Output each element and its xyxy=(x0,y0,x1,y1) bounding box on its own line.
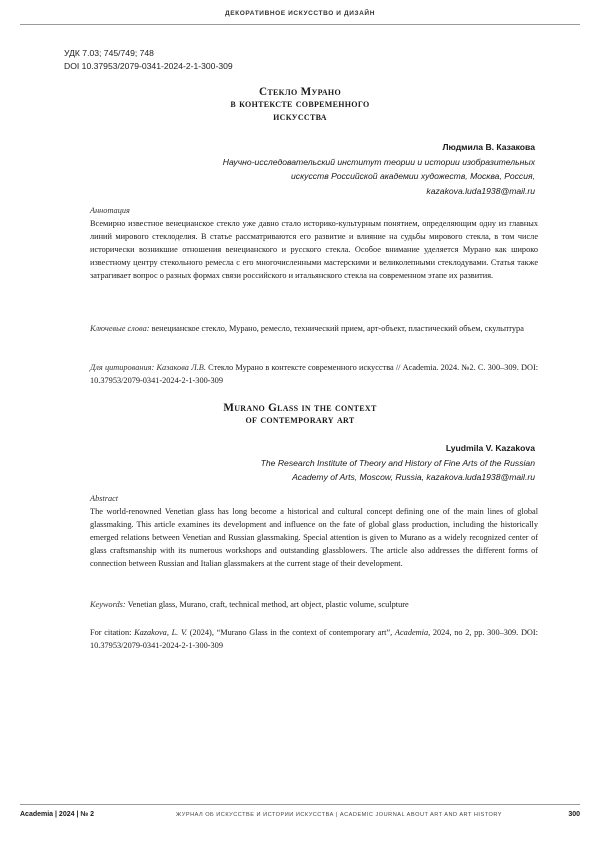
title-ru-line-3: искусства xyxy=(273,110,327,123)
citation-mid-en: (2024), “Murano Glass in the context of contemporary art”, xyxy=(189,628,393,637)
title-ru-line-1: Стекло Мурано xyxy=(259,86,341,98)
article-title-ru xyxy=(90,86,510,123)
title-ru-line-2: в контексте современного xyxy=(230,98,370,111)
abstract-ru xyxy=(90,205,538,282)
citation-ru xyxy=(90,362,538,388)
affiliation-en-line-1: The Research Institute of Theory and History of Fine Arts of the Russian xyxy=(260,458,535,469)
journal-section-header: ДЕКОРАТИВНОЕ ИСКУССТВО И ДИЗАЙН xyxy=(225,10,375,17)
citation-en xyxy=(90,627,538,653)
abstract-text-ru: Всемирно известное венецианское стекло уже давно стало историко-культурным понятием, определяющим одну из главных линий мирового стеклоделия. В статье рассматриваются его развитие и влияние на судьбы мирового стекла, в том числе исторически возникшие отношения венецианского и русского стекла. Особое внимание уделяется Мурано как широко известному центру стекольного ремесла с его многочисленными мастерскими и великолепными стеклодувами. Статья также затрагивает вопрос о разных формах связи российского и итальянского стекла на современном этапе их развития. xyxy=(90,218,538,280)
keywords-ru xyxy=(90,323,538,336)
header-divider xyxy=(20,24,580,25)
footer-journal-issue: Academia | 2024 | № 2 xyxy=(20,811,94,818)
keywords-text-ru: венецианское стекло, Мурано, ремесло, технический прием, арт-объект, пластический объем, скульптура xyxy=(151,324,524,333)
affiliation-en-line-2: Academy of Arts, Moscow, Russia, kazakova.luda1938@mail.ru xyxy=(292,472,535,483)
citation-end-en: , 2024, no 2, pp. 300–309. DOI: 10.37953/2079-0341-2024-2-1-300-309 xyxy=(90,628,538,650)
keywords-label-ru: Ключевые слова: xyxy=(90,324,150,333)
abstract-label-en: Abstract xyxy=(90,494,119,503)
keywords-label-en: Keywords: xyxy=(90,600,126,609)
author-email-ru[interactable]: kazakova.luda1938@mail.ru xyxy=(426,185,535,196)
page-number: 300 xyxy=(568,811,580,818)
doi[interactable]: DOI 10.37953/2079-0341-2024-2-1-300-309 xyxy=(64,60,233,71)
citation-author-en: Kazakova, L. V. xyxy=(134,628,188,637)
article-identifiers xyxy=(64,47,233,72)
footer-journal-name: ЖУРНАЛ ОБ ИСКУССТВЕ И ИСТОРИИ ИСКУССТВА | ACADEMIC JOURNAL ABOUT ART AND ART HISTORY xyxy=(176,812,503,818)
author-name-en: Lyudmila V. Kazakova xyxy=(445,443,535,453)
footer-divider xyxy=(20,804,580,805)
citation-journal-en: Academia xyxy=(394,628,429,637)
affiliation-ru-line-2: искусств Российской академии художеств, Москва, Россия, xyxy=(291,171,535,182)
citation-author-ru: Казакова Л.В. xyxy=(156,363,206,372)
author-name-ru: Людмила В. Казакова xyxy=(442,142,535,152)
keywords-text-en: Venetian glass, Murano, craft, technical method, art object, plastic volume, sculpture xyxy=(127,600,409,609)
citation-label-en: For citation: xyxy=(90,628,132,637)
abstract-en xyxy=(90,493,538,570)
udc-code: УДК 7.03; 745/749; 748 xyxy=(64,48,154,58)
author-block-ru xyxy=(155,140,535,198)
citation-text-ru: Стекло Мурано в контексте современного искусства // Academia. 2024. №2. С. 300–309. DOI: 10.37953/2079-0341-2024-2-1-300-309 xyxy=(90,363,539,385)
keywords-en xyxy=(90,599,538,612)
article-title-en xyxy=(90,402,510,427)
affiliation-ru-line-1: Научно-исследовательский институт теории и истории изобразительных xyxy=(222,157,535,168)
title-en-line-2: of contemporary art xyxy=(245,414,355,427)
abstract-text-en: The world-renowned Venetian glass has long become a historical and cultural concept defining one of the main lines of global glassmaking. This article examines its development and influence on the fate of global glass production, including the historically emerged relations between Venetian and Russian glassmaking. Special attention is given to Murano as a widely recognized center of glass craftsmanship with its numerous workshops and outstanding glassblowers. The article also addresses the different forms of connection between Russian and Italian glassmakers at the current stage of their development. xyxy=(90,506,538,568)
title-en-line-1: Murano Glass in the context xyxy=(223,402,377,414)
abstract-label-ru: Аннотация xyxy=(90,206,130,215)
citation-label-ru: Для цитирования: xyxy=(90,363,155,372)
author-block-en xyxy=(155,441,535,485)
